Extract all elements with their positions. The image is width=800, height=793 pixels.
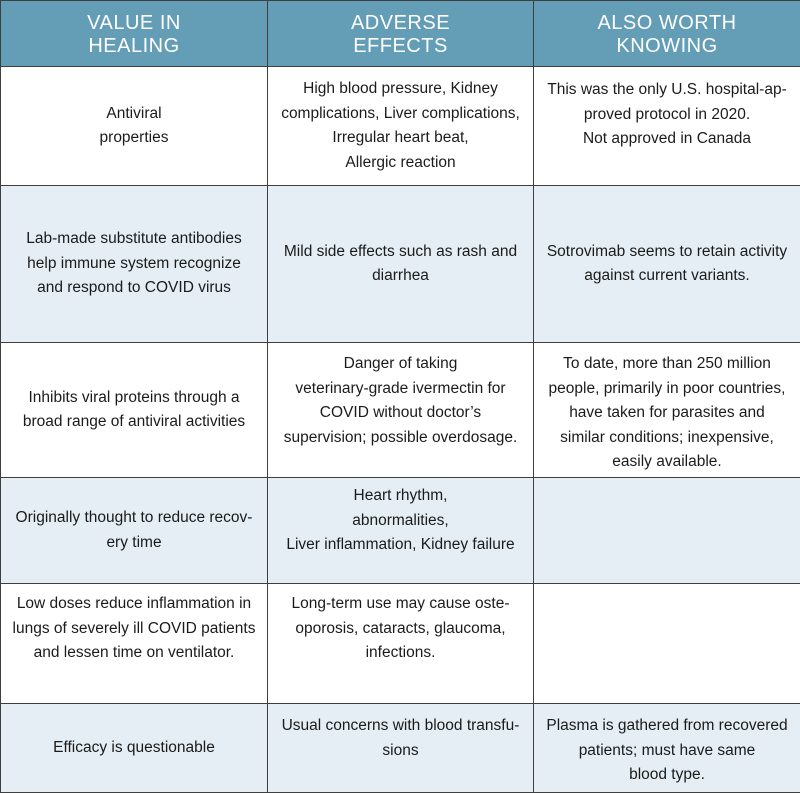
cell-also-worth-knowing-empty: [534, 584, 800, 704]
header-line: ALSO WORTH: [540, 12, 794, 35]
cell-line: against current variants.: [544, 264, 790, 289]
cell-line: oporosis, cataracts, glaucoma,: [278, 617, 523, 642]
table-row: [1, 478, 800, 584]
cell-line: similar conditions; inexpensive,: [544, 426, 790, 451]
cell-value-in-healing: [1, 67, 268, 186]
cell-also-worth-knowing: [534, 67, 800, 186]
cell-adverse-effects: [268, 704, 534, 793]
cell-line: broad range of antiviral activities: [11, 410, 257, 435]
header-row: [1, 1, 800, 67]
cell-line: Lab-made substitute antibodies: [11, 227, 257, 252]
cell-value-in-healing: [1, 584, 268, 704]
cell-line: COVID without doctor’s: [278, 401, 523, 426]
cell-line: blood type.: [544, 763, 790, 788]
header-also-worth-knowing: [534, 1, 800, 67]
cell-line: abnormalities,: [278, 509, 523, 534]
cell-line: help immune system recognize: [11, 252, 257, 277]
cell-adverse-effects: [268, 584, 534, 704]
cell-line: veterinary-grade ivermectin for: [278, 377, 523, 402]
cell-adverse-effects: [268, 67, 534, 186]
header-line: ADVERSE: [274, 12, 527, 35]
cell-line: Plasma is gathered from recovered: [544, 714, 790, 739]
cell-also-worth-knowing: [534, 343, 800, 478]
cell-line: infections.: [278, 641, 523, 666]
cell-line: Danger of taking: [278, 352, 523, 377]
cell-line: Originally thought to reduce recov-: [11, 506, 257, 531]
cell-line: ery time: [11, 531, 257, 556]
table-body: [1, 67, 800, 793]
header-adverse-effects: [268, 1, 534, 67]
table-row: [1, 186, 800, 343]
cell-line: Antiviral: [11, 102, 257, 127]
cell-value-in-healing: [1, 343, 268, 478]
cell-line: people, primarily in poor countries,: [544, 377, 790, 402]
cell-line: This was the only U.S. hospital-ap-: [544, 78, 790, 103]
cell-line: Allergic reaction: [278, 151, 523, 176]
table-header: [1, 1, 800, 67]
cell-line: have taken for parasites and: [544, 401, 790, 426]
cell-line: Low doses reduce inflammation in: [11, 592, 257, 617]
cell-adverse-effects: [268, 478, 534, 584]
cell-also-worth-knowing: [534, 704, 800, 793]
table-row: [1, 343, 800, 478]
cell-value-in-healing: [1, 704, 268, 793]
cell-line: diarrhea: [278, 264, 523, 289]
cell-line: proved protocol in 2020.: [544, 103, 790, 128]
cell-line: High blood pressure, Kidney: [278, 77, 523, 102]
cell-line: Not approved in Canada: [544, 127, 790, 152]
header-line: VALUE IN: [7, 12, 261, 35]
cell-line: sions: [278, 739, 523, 764]
cell-line: Heart rhythm,: [278, 484, 523, 509]
cell-line: complications, Liver complications,: [278, 102, 523, 127]
cell-line: supervision; possible overdosage.: [278, 426, 523, 451]
cell-line: and respond to COVID virus: [11, 276, 257, 301]
header-line: EFFECTS: [274, 35, 527, 58]
cell-line: and lessen time on ventilator.: [11, 641, 257, 666]
cell-line: easily available.: [544, 450, 790, 475]
cell-line: To date, more than 250 million: [544, 352, 790, 377]
table-row: [1, 704, 800, 793]
table-row: [1, 584, 800, 704]
header-line: HEALING: [7, 35, 261, 58]
cell-also-worth-knowing-empty: [534, 478, 800, 584]
cell-line: Sotrovimab seems to retain activity: [544, 240, 790, 265]
cell-line: Inhibits viral proteins through a: [11, 386, 257, 411]
cell-line: lungs of severely ill COVID patients: [11, 617, 257, 642]
cell-line: Long-term use may cause oste-: [278, 592, 523, 617]
header-line: KNOWING: [540, 35, 794, 58]
cell-line: patients; must have same: [544, 739, 790, 764]
cell-line: Mild side effects such as rash and: [278, 240, 523, 265]
cell-line: Liver inflammation, Kidney failure: [278, 533, 523, 558]
cell-also-worth-knowing: [534, 186, 800, 343]
cell-line: properties: [11, 126, 257, 151]
cell-line: Usual concerns with blood transfu-: [278, 714, 523, 739]
cell-adverse-effects: [268, 343, 534, 478]
cell-value-in-healing: [1, 478, 268, 584]
cell-line: Efficacy is questionable: [11, 736, 257, 761]
header-value-in-healing: [1, 1, 268, 67]
cell-value-in-healing: [1, 186, 268, 343]
cell-line: Irregular heart beat,: [278, 126, 523, 151]
table-row: [1, 67, 800, 186]
cell-adverse-effects: [268, 186, 534, 343]
